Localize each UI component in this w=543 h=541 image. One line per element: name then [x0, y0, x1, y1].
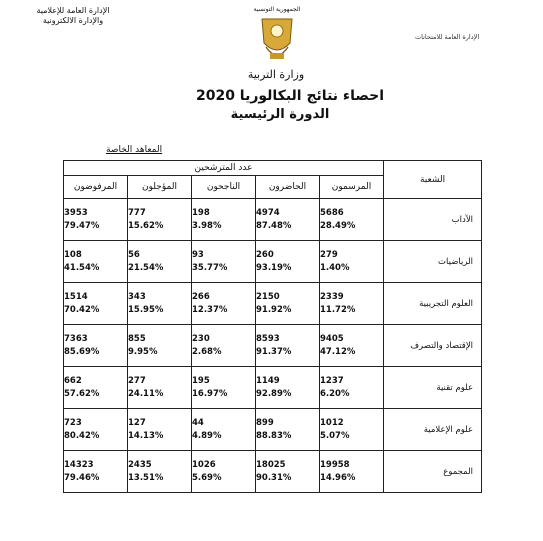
ministry-name: وزارة التربية	[247, 68, 305, 81]
cell-count: 195	[192, 375, 210, 386]
cell-count: 899	[256, 417, 274, 428]
emblem-text: الجمهورية التونسية	[253, 6, 301, 13]
cell-count: 2339	[320, 291, 344, 302]
cell-percent: 15.95%	[128, 304, 164, 315]
section-label: المعاهد الخاصة	[106, 145, 163, 155]
cell-percent: 14.96%	[320, 472, 356, 483]
table-cell	[320, 451, 384, 493]
cell-percent: 91.37%	[256, 346, 292, 357]
page-subtitle: الدورة الرئيسية	[230, 107, 330, 122]
cell-count: 9405	[320, 333, 344, 344]
table-cell	[64, 199, 128, 241]
ministry-emblem-icon	[252, 6, 302, 68]
cell-count: 198	[192, 207, 210, 218]
table-cell	[128, 199, 192, 241]
table-cell	[128, 451, 192, 493]
cell-count: 3953	[64, 207, 88, 218]
table-row	[64, 367, 482, 409]
cell-percent: 92.89%	[256, 388, 292, 399]
cell-percent: 9.95%	[128, 346, 158, 357]
cell-count: 14323	[64, 459, 94, 470]
branch-name: الآداب	[384, 199, 482, 241]
cell-percent: 41.54%	[64, 262, 100, 273]
cell-percent: 91.92%	[256, 304, 292, 315]
table-cell	[192, 409, 256, 451]
table-cell	[192, 451, 256, 493]
table-row	[64, 241, 482, 283]
cell-percent: 1.40%	[320, 262, 350, 273]
table-cell	[320, 199, 384, 241]
table-cell	[192, 325, 256, 367]
cell-percent: 5.07%	[320, 430, 350, 441]
table-cell	[128, 283, 192, 325]
header-left-line2: والإدارة الالكترونية	[42, 16, 104, 25]
table-cell	[192, 283, 256, 325]
table-cell	[128, 367, 192, 409]
table-cell	[256, 367, 320, 409]
cell-count: 343	[128, 291, 146, 302]
branch-header: الشعبة	[384, 161, 482, 199]
cell-count: 18025	[256, 459, 286, 470]
cell-percent: 16.97%	[192, 388, 228, 399]
table-cell	[256, 451, 320, 493]
cell-count: 127	[128, 417, 146, 428]
cell-count: 7363	[64, 333, 88, 344]
cell-percent: 13.51%	[128, 472, 164, 483]
cell-count: 662	[64, 375, 82, 386]
cell-count: 44	[192, 417, 204, 428]
cell-percent: 93.19%	[256, 262, 292, 273]
cell-percent: 79.46%	[64, 472, 100, 483]
table-cell	[320, 367, 384, 409]
header-left	[18, 6, 128, 26]
col-header-deferred: المؤجلون	[128, 176, 192, 199]
cell-count: 279	[320, 249, 338, 260]
cell-percent: 21.54%	[128, 262, 164, 273]
table-row	[64, 199, 482, 241]
table-cell	[64, 367, 128, 409]
cell-percent: 85.69%	[64, 346, 100, 357]
table-cell	[128, 325, 192, 367]
table-cell	[64, 451, 128, 493]
branch-name: العلوم التجريبية	[384, 283, 482, 325]
cell-percent: 4.89%	[192, 430, 222, 441]
branch-name: الرياضيات	[384, 241, 482, 283]
branch-name: علوم الإعلامية	[384, 409, 482, 451]
cell-percent: 35.77%	[192, 262, 228, 273]
table-cell	[256, 325, 320, 367]
cell-count: 777	[128, 207, 146, 218]
cell-count: 266	[192, 291, 210, 302]
col-header-passed: الناجحون	[192, 176, 256, 199]
table-cell	[64, 409, 128, 451]
table-row	[64, 451, 482, 493]
cell-percent: 88.83%	[256, 430, 292, 441]
page-title: احصاء نتائج البكالوريا 2020	[195, 88, 385, 104]
cell-percent: 3.98%	[192, 220, 222, 231]
cell-count: 260	[256, 249, 274, 260]
cell-count: 93	[192, 249, 204, 260]
cell-percent: 70.42%	[64, 304, 100, 315]
cell-count: 855	[128, 333, 146, 344]
header-right: الإدارة العامة للامتحانات	[415, 33, 480, 41]
table-row	[64, 325, 482, 367]
table-cell	[192, 241, 256, 283]
table-cell	[320, 241, 384, 283]
cell-percent: 24.11%	[128, 388, 164, 399]
table-cell	[256, 199, 320, 241]
table-cell	[320, 409, 384, 451]
table-cell	[64, 325, 128, 367]
cell-percent: 80.42%	[64, 430, 100, 441]
cell-count: 2435	[128, 459, 152, 470]
cell-percent: 6.20%	[320, 388, 350, 399]
cell-count: 230	[192, 333, 210, 344]
table-cell	[192, 367, 256, 409]
cell-percent: 28.49%	[320, 220, 356, 231]
cell-count: 1012	[320, 417, 344, 428]
col-header-rejected: المرفوضون	[64, 176, 128, 199]
table-cell	[320, 283, 384, 325]
cell-percent: 2.68%	[192, 346, 222, 357]
table-cell	[256, 283, 320, 325]
cell-count: 4974	[256, 207, 280, 218]
cell-percent: 12.37%	[192, 304, 228, 315]
cell-count: 19958	[320, 459, 350, 470]
col-header-registered: المرسمون	[320, 176, 384, 199]
group-header: عدد المترشحين	[64, 161, 384, 176]
cell-percent: 90.31%	[256, 472, 292, 483]
cell-percent: 87.48%	[256, 220, 292, 231]
cell-percent: 5.69%	[192, 472, 222, 483]
cell-count: 56	[128, 249, 140, 260]
table-cell	[256, 409, 320, 451]
table-row	[64, 283, 482, 325]
cell-percent: 57.62%	[64, 388, 100, 399]
table-cell	[128, 409, 192, 451]
cell-percent: 11.72%	[320, 304, 356, 315]
branch-name: المجموع	[384, 451, 482, 493]
cell-count: 108	[64, 249, 82, 260]
col-header-present: الحاضرون	[256, 176, 320, 199]
cell-count: 1149	[256, 375, 280, 386]
branch-name: علوم تقنية	[384, 367, 482, 409]
table-cell	[256, 241, 320, 283]
cell-percent: 79.47%	[64, 220, 100, 231]
cell-count: 1237	[320, 375, 344, 386]
cell-count: 5686	[320, 207, 344, 218]
header-left-line1: الإدارة العامة للإعلامية	[36, 6, 110, 15]
table-row	[64, 409, 482, 451]
table-cell	[64, 283, 128, 325]
cell-count: 277	[128, 375, 146, 386]
cell-percent: 15.62%	[128, 220, 164, 231]
cell-count: 2150	[256, 291, 280, 302]
branch-name: الإقتصاد والتصرف	[384, 325, 482, 367]
cell-count: 1026	[192, 459, 216, 470]
emblem-shield-icon	[252, 13, 302, 65]
table-cell	[320, 325, 384, 367]
results-table	[63, 160, 482, 493]
table-cell	[192, 199, 256, 241]
cell-percent: 47.12%	[320, 346, 356, 357]
cell-count: 723	[64, 417, 82, 428]
table-cell	[128, 241, 192, 283]
cell-count: 1514	[64, 291, 88, 302]
cell-percent: 14.13%	[128, 430, 164, 441]
cell-count: 8593	[256, 333, 280, 344]
table-cell	[64, 241, 128, 283]
